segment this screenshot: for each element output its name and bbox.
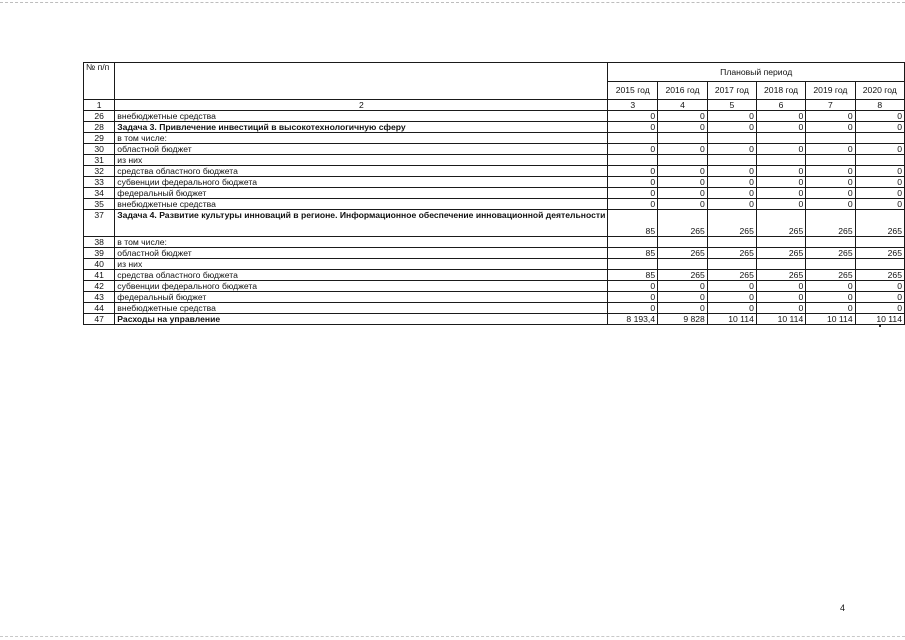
row-number: 39: [84, 248, 115, 259]
row-number: 41: [84, 270, 115, 281]
row-label: Задача 4. Развитие культуры инноваций в регионе. Информационное обеспечение инновационной деятельности: [115, 210, 608, 237]
year-header: 2016 год: [658, 82, 708, 100]
value-cell: 0: [658, 303, 708, 314]
value-cell: [756, 133, 805, 144]
value-cell: 0: [855, 281, 904, 292]
value-cell: [806, 237, 855, 248]
value-cell: 0: [658, 144, 708, 155]
value-cell: 265: [707, 248, 756, 259]
value-cell: [806, 259, 855, 270]
year-header: 2019 год: [806, 82, 855, 100]
value-cell: 0: [806, 177, 855, 188]
value-cell: 0: [707, 166, 756, 177]
value-cell: 0: [707, 188, 756, 199]
value-cell: 265: [855, 210, 904, 237]
row-number: 47: [84, 314, 115, 325]
table-row: [84, 270, 905, 281]
table-row: [84, 259, 905, 270]
row-label: в том числе:: [115, 133, 608, 144]
value-cell: 0: [855, 144, 904, 155]
column-number-row: [84, 100, 905, 111]
value-cell: 0: [608, 292, 658, 303]
header-period-label: Плановый период: [608, 63, 905, 82]
value-cell: [855, 133, 904, 144]
value-cell: 0: [658, 122, 708, 133]
row-label: средства областного бюджета: [115, 166, 608, 177]
value-cell: 85: [608, 210, 658, 237]
value-cell: [806, 133, 855, 144]
table-row: [84, 248, 905, 259]
value-cell: 0: [756, 111, 805, 122]
row-label: субвенции федерального бюджета: [115, 177, 608, 188]
table-body: [84, 63, 905, 325]
value-cell: 0: [608, 177, 658, 188]
value-cell: 10 114: [756, 314, 805, 325]
value-cell: [707, 133, 756, 144]
row-label: областной бюджет: [115, 144, 608, 155]
value-cell: [608, 237, 658, 248]
value-cell: 265: [658, 248, 708, 259]
value-cell: [707, 259, 756, 270]
value-cell: 0: [855, 188, 904, 199]
value-cell: 85: [608, 248, 658, 259]
value-cell: 0: [756, 188, 805, 199]
row-label: в том числе:: [115, 237, 608, 248]
row-number: 43: [84, 292, 115, 303]
row-label: внебюджетные средства: [115, 111, 608, 122]
value-cell: 0: [855, 111, 904, 122]
value-cell: [707, 155, 756, 166]
row-label: внебюджетные средства: [115, 303, 608, 314]
table-row: [84, 292, 905, 303]
scan-edge-bottom: [0, 636, 905, 637]
value-cell: 0: [756, 199, 805, 210]
table-row: [84, 133, 905, 144]
value-cell: 85: [608, 270, 658, 281]
value-cell: 0: [707, 281, 756, 292]
value-cell: 0: [806, 292, 855, 303]
row-number: 28: [84, 122, 115, 133]
col-number: 1: [84, 100, 115, 111]
row-number: 40: [84, 259, 115, 270]
value-cell: [658, 237, 708, 248]
value-cell: 0: [707, 122, 756, 133]
value-cell: 265: [855, 270, 904, 281]
value-cell: 0: [756, 303, 805, 314]
value-cell: 0: [658, 177, 708, 188]
value-cell: 265: [806, 270, 855, 281]
table-row: [84, 210, 905, 237]
value-cell: 0: [756, 144, 805, 155]
value-cell: 0: [658, 281, 708, 292]
row-label: средства областного бюджета: [115, 270, 608, 281]
value-cell: 0: [707, 144, 756, 155]
value-cell: 0: [608, 122, 658, 133]
row-number: 26: [84, 111, 115, 122]
value-cell: [855, 237, 904, 248]
table-row: [84, 281, 905, 292]
value-cell: 0: [707, 303, 756, 314]
value-cell: [707, 237, 756, 248]
row-label: федеральный бюджет: [115, 188, 608, 199]
table-row: [84, 166, 905, 177]
table-row: [84, 303, 905, 314]
col-number: 7: [806, 100, 855, 111]
value-cell: [658, 259, 708, 270]
value-cell: 0: [608, 111, 658, 122]
value-cell: 0: [608, 188, 658, 199]
value-cell: 9 828: [658, 314, 708, 325]
value-cell: [855, 155, 904, 166]
row-number: 29: [84, 133, 115, 144]
table-row: [84, 144, 905, 155]
col-number: 4: [658, 100, 708, 111]
scan-speck: [879, 325, 881, 327]
value-cell: 0: [608, 166, 658, 177]
value-cell: 0: [855, 122, 904, 133]
value-cell: 10 114: [707, 314, 756, 325]
value-cell: 0: [806, 281, 855, 292]
value-cell: 0: [756, 122, 805, 133]
value-cell: 0: [707, 177, 756, 188]
table-row: [84, 237, 905, 248]
value-cell: 0: [806, 199, 855, 210]
value-cell: 10 114: [806, 314, 855, 325]
value-cell: 0: [855, 292, 904, 303]
row-number: 38: [84, 237, 115, 248]
value-cell: 0: [658, 188, 708, 199]
table-row: [84, 177, 905, 188]
row-number: 34: [84, 188, 115, 199]
row-label: федеральный бюджет: [115, 292, 608, 303]
value-cell: 0: [806, 111, 855, 122]
row-label: внебюджетные средства: [115, 199, 608, 210]
value-cell: 265: [806, 210, 855, 237]
value-cell: 0: [608, 144, 658, 155]
value-cell: 0: [658, 111, 708, 122]
value-cell: 265: [855, 248, 904, 259]
value-cell: 0: [756, 177, 805, 188]
row-label: Задача 3. Привлечение инвестиций в высокотехнологичную сферу: [115, 122, 608, 133]
row-number: 42: [84, 281, 115, 292]
header-name-cell: [115, 63, 608, 100]
header-row-period: [84, 63, 905, 82]
value-cell: 265: [756, 248, 805, 259]
table-row: [84, 188, 905, 199]
value-cell: 0: [806, 166, 855, 177]
row-number: 33: [84, 177, 115, 188]
row-number: 44: [84, 303, 115, 314]
row-number: 35: [84, 199, 115, 210]
value-cell: [608, 259, 658, 270]
col-number: 3: [608, 100, 658, 111]
value-cell: [658, 133, 708, 144]
row-label: из них: [115, 155, 608, 166]
row-number: 31: [84, 155, 115, 166]
table-row: [84, 199, 905, 210]
header-num-label: № п/п: [84, 63, 115, 100]
value-cell: 0: [756, 292, 805, 303]
row-label: из них: [115, 259, 608, 270]
page-number: 4: [840, 603, 846, 613]
table-row: [84, 314, 905, 325]
value-cell: 8 193,4: [608, 314, 658, 325]
year-header: 2020 год: [855, 82, 904, 100]
col-number: 8: [855, 100, 904, 111]
value-cell: 0: [806, 122, 855, 133]
col-number: 5: [707, 100, 756, 111]
value-cell: 0: [658, 166, 708, 177]
value-cell: [756, 237, 805, 248]
value-cell: 265: [707, 270, 756, 281]
value-cell: 0: [855, 177, 904, 188]
value-cell: 0: [707, 292, 756, 303]
table-row: [84, 122, 905, 133]
value-cell: 0: [608, 281, 658, 292]
year-header: 2018 год: [756, 82, 805, 100]
value-cell: 0: [806, 188, 855, 199]
year-header: 2015 год: [608, 82, 658, 100]
year-header: 2017 год: [707, 82, 756, 100]
row-label: субвенции федерального бюджета: [115, 281, 608, 292]
row-number: 37: [84, 210, 115, 237]
value-cell: 0: [608, 303, 658, 314]
value-cell: 10 114: [855, 314, 904, 325]
value-cell: 0: [707, 111, 756, 122]
col-number: 2: [115, 100, 608, 111]
value-cell: [608, 155, 658, 166]
value-cell: [806, 155, 855, 166]
value-cell: 0: [855, 199, 904, 210]
value-cell: 0: [707, 199, 756, 210]
table-row: [84, 155, 905, 166]
value-cell: 0: [806, 144, 855, 155]
value-cell: 0: [658, 199, 708, 210]
value-cell: 265: [756, 210, 805, 237]
value-cell: 0: [658, 292, 708, 303]
value-cell: 0: [756, 281, 805, 292]
value-cell: 265: [658, 210, 708, 237]
row-label: областной бюджет: [115, 248, 608, 259]
value-cell: [658, 155, 708, 166]
scan-edge-top: [0, 2, 905, 3]
value-cell: 265: [806, 248, 855, 259]
value-cell: [756, 259, 805, 270]
value-cell: [608, 133, 658, 144]
value-cell: 265: [658, 270, 708, 281]
value-cell: 265: [756, 270, 805, 281]
value-cell: 0: [855, 303, 904, 314]
budget-table: [83, 62, 905, 325]
value-cell: 0: [806, 303, 855, 314]
table-row: [84, 111, 905, 122]
row-number: 30: [84, 144, 115, 155]
value-cell: 0: [855, 166, 904, 177]
value-cell: 265: [707, 210, 756, 237]
row-label: Расходы на управление: [115, 314, 608, 325]
row-number: 32: [84, 166, 115, 177]
value-cell: [756, 155, 805, 166]
value-cell: [855, 259, 904, 270]
value-cell: 0: [756, 166, 805, 177]
value-cell: 0: [608, 199, 658, 210]
col-number: 6: [756, 100, 805, 111]
